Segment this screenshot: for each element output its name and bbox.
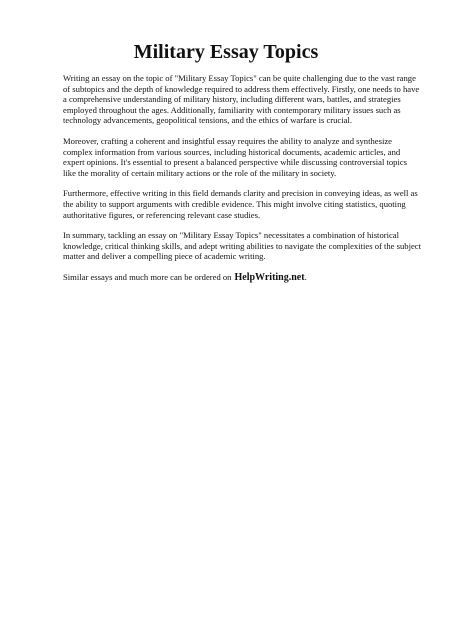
- paragraph-3: Furthermore, effective writing in this field demands clarity and precision in conveying ideas, as well as the ability to support arguments with credible evidence. This might involve citing statistics, quoting authoritative figures, or referencing relevant case studies.: [63, 188, 418, 220]
- page-title: Military Essay Topics: [133, 41, 319, 63]
- essay-body: [63, 73, 421, 284]
- order-note-text: Similar essays and much more can be ordered on: [63, 271, 232, 282]
- paragraph-4: In summary, tackling an essay on "Military Essay Topics" necessitates a combination of historical knowledge, critical thinking skills, and adept writing abilities to navigate the complexities of the subject matter and deliver a compelling piece of academic writing.: [63, 230, 421, 262]
- order-note: [63, 272, 421, 284]
- helpwriting-link[interactable]: HelpWriting.net: [234, 271, 305, 283]
- paragraph-1: Writing an essay on the topic of "Military Essay Topics" can be quite challenging due to the vast range of subtopics and the depth of knowledge required to address them effectively. Firstly, one needs to have a comprehensive understanding of military history, including different wars, battles, and strategies employed throughout the ages. Additionally, familiarity with contemporary military issues such as technology advancements, geopolitical tensions, and the ethics of warfare is crucial.: [63, 73, 420, 126]
- paragraph-2: Moreover, crafting a coherent and insightful essay requires the ability to analyze and synthesize complex information from various sources, including historical documents, academic articles, and expert opinions. It's essential to present a balanced perspective while discussing controversial topics like the morality of certain military actions or the role of the military in society.: [63, 135, 408, 178]
- order-note-period: .: [304, 271, 307, 282]
